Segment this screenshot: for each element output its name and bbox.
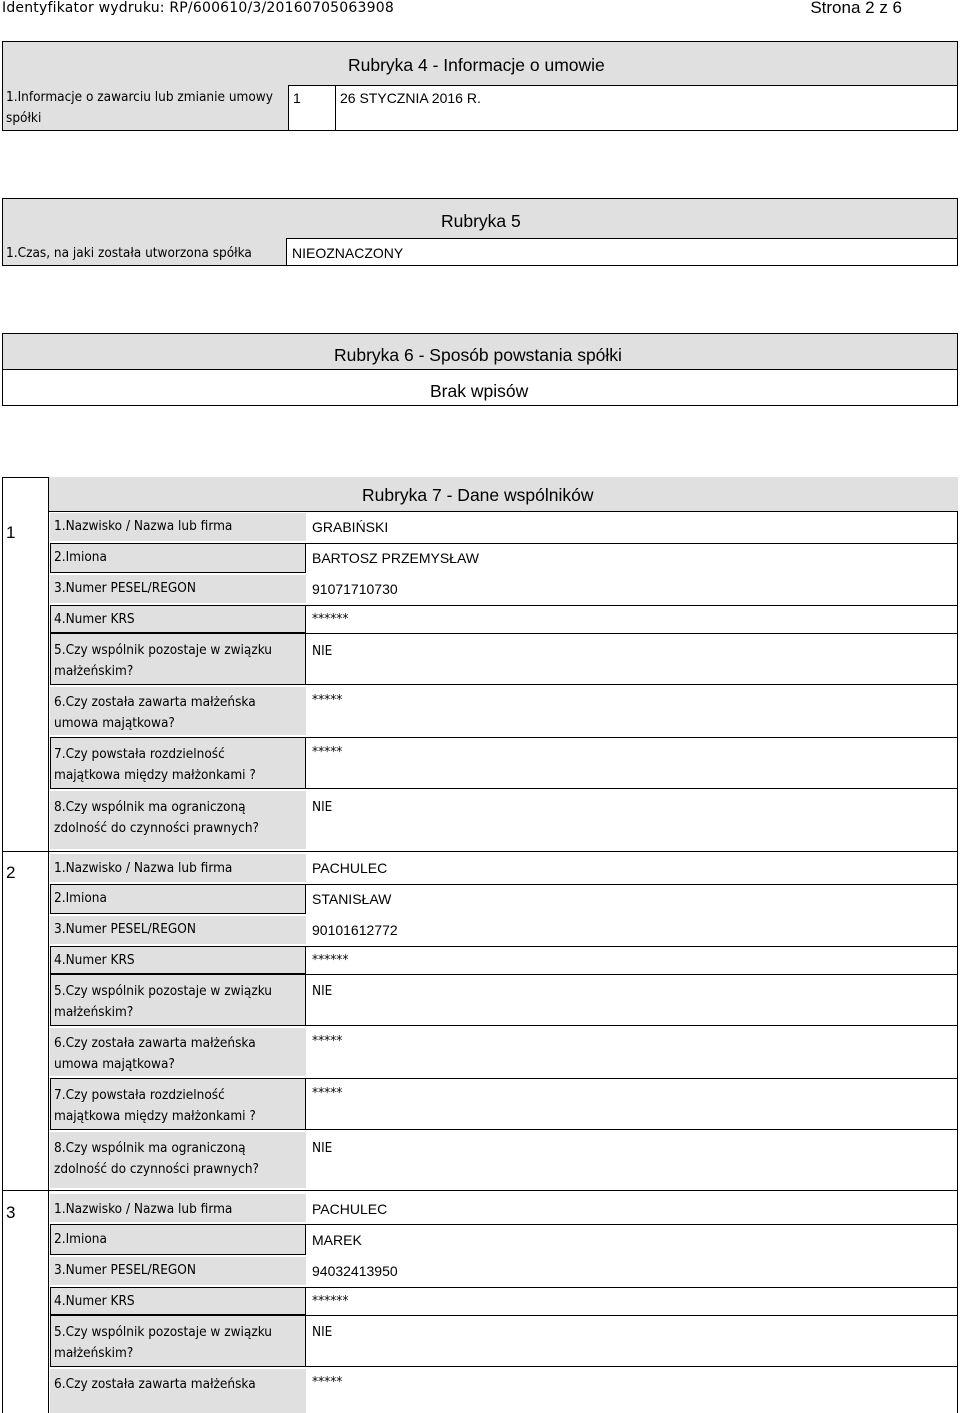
label-imiona: 2.Imiona [54,1231,107,1247]
value-zdolnosc: NIE [312,799,333,815]
value-umowa: ***** [312,1374,343,1390]
label-krs: 4.Numer KRS [54,1293,135,1309]
label-umowa-partial: 6.Czy została zawarta małżeńska [54,1376,256,1392]
label-nazwisko: 1.Nazwisko / Nazwa lub firma [54,1201,233,1217]
value-krs: ****** [312,611,349,627]
rubryka-5-value: NIEOZNACZONY [292,245,404,261]
label-pesel: 3.Numer PESEL/REGON [54,1262,196,1278]
value-umowa: ***** [312,1033,343,1049]
partner-divider [2,1190,958,1191]
row-divider [306,543,958,544]
rubryka-4-number: 1 [293,90,301,106]
value-cell [306,1315,958,1367]
label-zdolnosc: 8.Czy wspólnik ma ograniczoną zdolność do czynności prawnych? [54,1140,259,1177]
value-umowa: ***** [312,692,343,708]
label-krs: 4.Numer KRS [54,611,135,627]
row-divider [306,884,958,885]
value-rozdzielnosc: ***** [312,1085,343,1101]
label-rozdzielnosc: 7.Czy powstała rozdzielność majątkowa między małżonkami ? [54,746,256,783]
value-cell [306,737,958,789]
rubryka-4-title: Rubryka 4 - Informacje o umowie [348,55,605,75]
partner-divider [2,851,958,852]
value-krs: ****** [312,952,349,968]
value-imiona: STANISŁAW [312,891,392,907]
label-pesel: 3.Numer PESEL/REGON [54,580,196,596]
value-zwiazek: NIE [312,983,333,999]
label-zdolnosc: 8.Czy wspólnik ma ograniczoną zdolność do czynności prawnych? [54,799,259,836]
value-pesel: 90101612772 [312,922,398,938]
value-nazwisko: GRABIŃSKI [312,519,389,535]
label-zwiazek: 5.Czy wspólnik pozostaje w związku małżeńskim? [54,983,273,1020]
value-rozdzielnosc: ***** [312,744,343,760]
label-imiona: 2.Imiona [54,549,107,565]
rubryka-6-empty: Brak wpisów [430,381,529,401]
rubryka-6-title: Rubryka 6 - Sposób powstania spółki [334,345,622,365]
row-divider [306,1287,958,1288]
rubryka-5-label: 1.Czas, na jaki została utworzona spółka [6,245,252,261]
label-umowa: 6.Czy została zawarta małżeńska umowa majątkowa? [54,694,256,731]
label-pesel: 3.Numer PESEL/REGON [54,921,196,937]
value-zwiazek: NIE [312,643,333,659]
value-nazwisko: PACHULEC [312,860,388,876]
label-krs: 4.Numer KRS [54,952,135,968]
partner-number: 2 [6,863,16,882]
value-cell [306,1078,958,1130]
value-imiona: MAREK [312,1232,362,1248]
label-nazwisko: 1.Nazwisko / Nazwa lub firma [54,518,233,534]
label-umowa: 6.Czy została zawarta małżeńska umowa majątkowa? [54,1035,256,1072]
label-rozdzielnosc: 7.Czy powstała rozdzielność majątkowa między małżonkami ? [54,1087,256,1124]
partner-number: 1 [6,523,16,542]
label-nazwisko: 1.Nazwisko / Nazwa lub firma [54,860,233,876]
value-nazwisko: PACHULEC [312,1201,388,1217]
page-number: Strona 2 z 6 [810,0,902,17]
label-imiona: 2.Imiona [54,890,107,906]
rubryka-4-label: 1.Informacje o zawarciu lub zmianie umowy spółki [6,89,273,126]
rubryka-5-title: Rubryka 5 [441,211,521,231]
value-imiona: BARTOSZ PRZEMYSŁAW [312,550,479,566]
row-divider [306,946,958,947]
value-zwiazek: NIE [312,1324,333,1340]
value-pesel: 94032413950 [312,1263,398,1279]
row-divider [306,1224,958,1225]
rubryka-7-title: Rubryka 7 - Dane wspólników [362,485,594,505]
value-pesel: 91071710730 [312,581,398,597]
value-zdolnosc: NIE [312,1140,333,1156]
rubryka-4-value: 26 STYCZNIA 2016 R. [340,90,481,106]
label-zwiazek: 5.Czy wspólnik pozostaje w związku małżeńskim? [54,1324,273,1361]
value-cell [306,633,958,685]
value-krs: ****** [312,1293,349,1309]
label-zwiazek: 5.Czy wspólnik pozostaje w związku małżeńskim? [54,642,273,679]
value-cell [306,974,958,1026]
partner-number: 3 [6,1203,16,1222]
row-divider [306,605,958,606]
print-identifier: Identyfikator wydruku: RP/600610/3/20160705063908 [2,0,394,16]
rubryka-7-index-divider [48,477,49,1413]
